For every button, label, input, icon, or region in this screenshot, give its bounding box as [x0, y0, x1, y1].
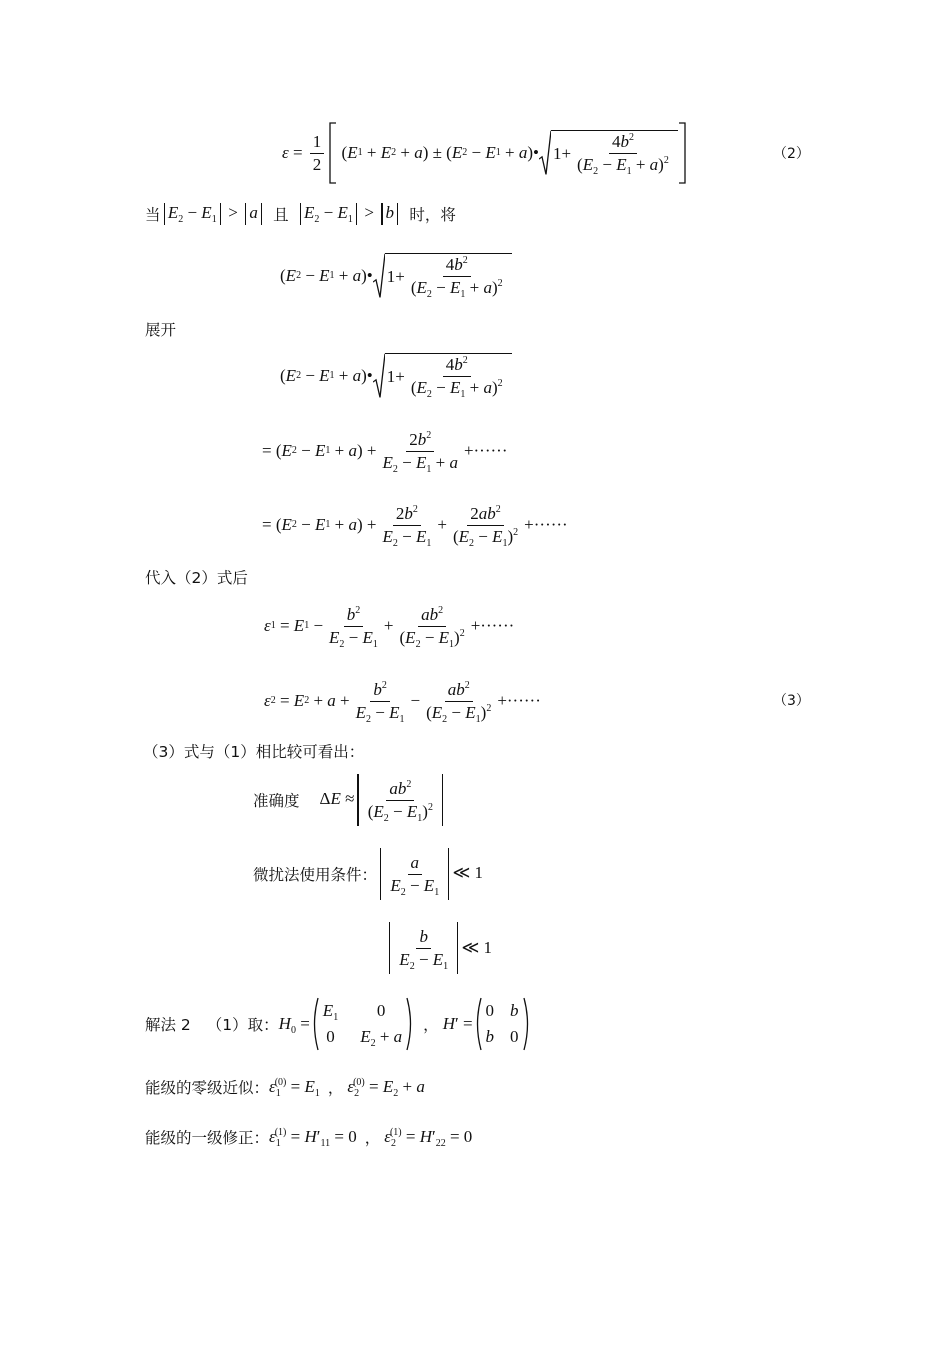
text-compare: （3）式与（1）相比较可看出：	[143, 743, 365, 761]
epsilon-1-equation: ε 1 = E 1 − $\frac{b^2}{E_2 - E_1}$ + $\frac{ab^2}{(E_2 - E_1)^2}$ +······	[264, 604, 515, 650]
expression-sqrt-2: ( E 2 − E 1 + a )• 1+ $\frac{4b^2}{(E_2 - E_1 + a)^2}$	[280, 346, 512, 406]
expansion-step-1: = ( E 2 − E 1 + a ) + $\frac{2b^2}{E_2 - E_1 + a}$ +······	[262, 429, 508, 475]
epsilon-2-equation: ε 2 = E 2 + a + $\frac{b^2}{E_2 - E_1}$ − $\frac{ab^2}{(E_2 - E_1)^2}$ +······	[264, 679, 541, 725]
text-then: 时，将	[409, 206, 456, 224]
condition-b-line: $\frac{b}{E_2 - E_1}$ ≪ 1	[386, 920, 492, 976]
text-substitute: 代入（2）式后	[145, 569, 248, 587]
text-zero-order: 能级的零级近似：	[145, 1079, 270, 1097]
text-condition: 微扰法使用条件：	[253, 866, 378, 884]
equation-number-2: （2）	[773, 146, 810, 162]
accuracy-line: 准确度 ΔE ≈ $\frac{ab^2}{(E_2 - E_1)^2}$	[253, 772, 446, 828]
comma: ，	[364, 1129, 381, 1147]
text-method2: 解法 2	[145, 1016, 191, 1034]
text-accuracy: 准确度	[253, 792, 300, 810]
text-step1: （1）取：	[206, 1016, 279, 1034]
comma: ，	[423, 1016, 439, 1034]
equation-2: ε = $\frac{1}{2}$ ( E 1 + E 2 + a ) ± ( E 2 − E 1 + a )• 1+ $\frac{4b^2}{(E_2 - E_1 + a)^2}$	[282, 118, 688, 188]
text-and: 且	[273, 206, 289, 224]
matrix-h0: $E_1$ 0 0 $E_2 + a$	[322, 1001, 403, 1049]
text-expand: 展开	[145, 321, 177, 339]
text-when: 当	[145, 206, 161, 224]
text-first-order: 能级的一级修正：	[145, 1129, 270, 1147]
condition-a-line: 微扰法使用条件： $\frac{a}{E_2 - E_1}$ ≪ 1	[253, 846, 483, 902]
matrix-h-prime: 0 b b 0	[485, 1001, 519, 1046]
method-2-line: 解法 2 （1）取： $H_0$ = $E_1$ 0 0 $E_2 + a$ ， H′ = 0 b b 0	[145, 996, 532, 1052]
expansion-step-2: = ( E 2 − E 1 + a ) + $\frac{2b^2}{E_2 - E_1}$ + $\frac{2ab^2}{(E_2 - E_1)^2}$ +······	[262, 503, 568, 549]
condition-line: 当 $E_2 - E_1 > a$ 且 $E_2 - E_1 > b$ 时，将	[145, 202, 456, 225]
first-order-line: 能级的一级修正： $\varepsilon_1^{(1)} = H'_{11} = 0$ ， $\varepsilon_2^{(1)} = H'_{22} = 0$	[145, 1127, 473, 1149]
expression-sqrt-1: ( E 2 − E 1 + a )• 1+ $\frac{4b^2}{(E_2 - E_1 + a)^2}$	[280, 246, 512, 306]
zero-order-line: 能级的零级近似： $\varepsilon_1^{(0)} = E_1$ ， $\varepsilon_2^{(0)} = E_2 + a$	[145, 1077, 425, 1099]
equation-number-3: （3）	[773, 693, 810, 709]
comma: ，	[327, 1079, 344, 1097]
